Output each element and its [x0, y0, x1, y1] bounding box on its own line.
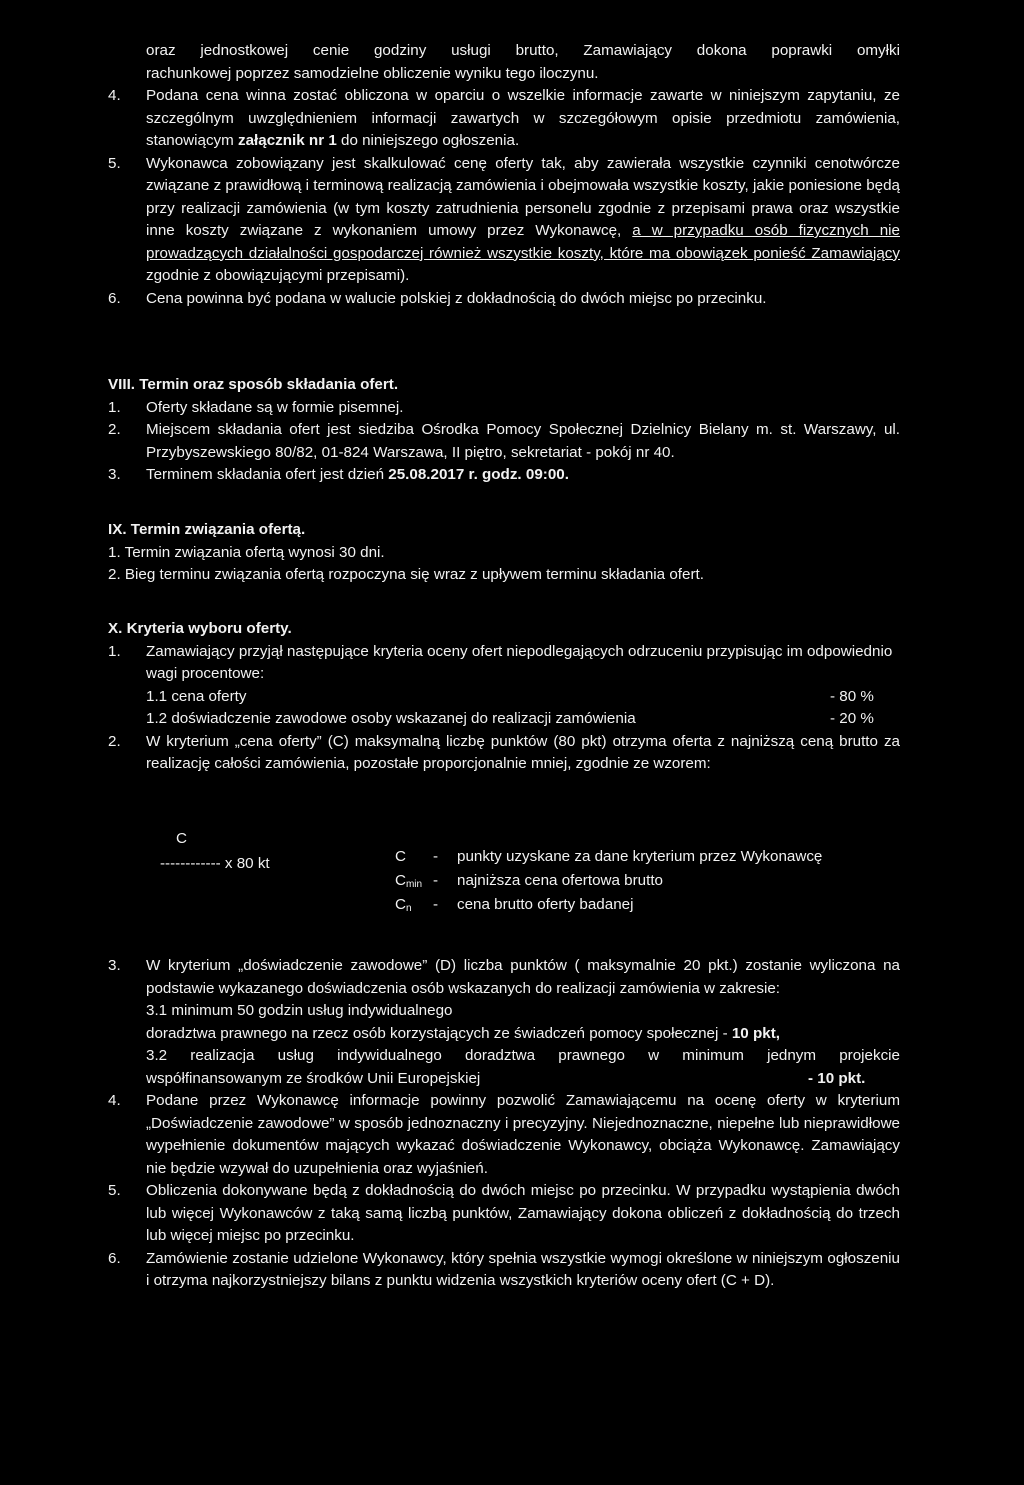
legend-symbol: [395, 870, 433, 894]
text-run: zgodnie z obowiązującymi przepisami).: [146, 267, 410, 284]
list-number: 5.: [108, 1182, 121, 1199]
criterion-weight: - 20 %: [830, 710, 874, 727]
list-item: [108, 464, 900, 487]
points-value: 10 pkt,: [731, 1024, 780, 1042]
text-run: współfinansowanym ze środków Unii Europejskiej: [146, 1069, 481, 1087]
formula-legend: [395, 846, 822, 918]
list-item: [108, 1180, 900, 1248]
text-run: Podana cena winna zostać obliczona w oparciu o wszelkie informacje zawarte w niniejszym zapytaniu, ze szczególnym uwzględnieniem informacji zawartych w szczegółowym opisie przedmiotu zamówienia, stanowiącym: [146, 87, 900, 149]
list-number: 6.: [108, 289, 121, 307]
symbol-subscript: n: [405, 903, 412, 914]
underlined-text: a w przypadku osób fizycznych nie prowadzących działalności gospodarczej również wszystkie koszty, które ma obowiązek ponieść Zamawiający: [146, 222, 900, 262]
deadline-date: 25.08.2017 r. godz. 09:00.: [388, 466, 569, 483]
formula-fraction: [160, 828, 310, 875]
section-heading: IX. Termin związania ofertą.: [108, 521, 306, 538]
text-line: rachunkowej poprzez samodzielne obliczenie wyniku tego iloczynu.: [146, 64, 599, 82]
list-number: 1.: [108, 642, 121, 660]
list-item: [108, 419, 900, 464]
bold-text: załącznik nr 1: [238, 132, 337, 149]
list-text: [146, 85, 900, 153]
list-text: Zamawiający przyjął następujące kryteria oceny ofert niepodlegających odrzuceniu przypisując im odpowiednio wagi procentowe:: [146, 642, 893, 682]
list-number: 3.: [108, 466, 121, 483]
criterion-label: 1.1 cena oferty: [146, 687, 247, 705]
list-item: [108, 397, 900, 420]
price-formula: [160, 828, 900, 918]
list-item-4: [108, 85, 900, 153]
list-text: Obliczenia dokonywane będą z dokładnością do dwóch miejsc po przecinku. W przypadku wystąpienia dwóch lub więcej Wykonawców z taką samą liczbą punktów, Zamawiający dokona obliczeń z dokładnością do trzech lub więcej miejsc po przecinku.: [146, 1182, 900, 1244]
criterion-label: 1.2 doświadczenie zawodowe osoby wskazanej do realizacji zamówienia: [146, 710, 636, 727]
symbol-letter: C: [395, 872, 406, 889]
section-x: [108, 618, 900, 776]
section-heading: X. Kryteria wyboru oferty.: [108, 620, 292, 637]
symbol-subscript: min: [405, 879, 423, 890]
legend-dash: -: [433, 872, 439, 889]
list-item: 1. Termin związania ofertą wynosi 30 dni.: [108, 543, 385, 561]
list-number: 4.: [108, 87, 121, 104]
text-line: 3.1 minimum 50 godzin usług indywidualnego: [146, 1002, 453, 1019]
legend-symbol: C: [395, 848, 406, 865]
list-text: [146, 153, 900, 288]
legend-row: [395, 846, 822, 870]
list-item-6: [108, 288, 900, 311]
list-number: 2.: [108, 732, 121, 750]
list-text: Podane przez Wykonawcę informacje powinny pozwolić Zamawiającemu na ocenę oferty w kryterium „Doświadczenie zawodowe” w sposób jednoznaczny i precyzyjny. Niejednoznaczne, niepełne lub nieprawidłowe wypełnienie dokumentów mających wykazać doświadczenie Wykonawcy, obciąża Wykonawcę. Zamawiający nie będzie wzywał do uzupełnienia oraz wyjaśnień.: [146, 1092, 900, 1177]
list-text: [146, 464, 900, 487]
list-item: [108, 955, 900, 1000]
sub-criterion-3-2: [146, 1045, 900, 1090]
list-item: [108, 641, 900, 686]
text-line: 3.2 realizacja usług indywidualnego doradztwa prawnego w minimum jednym projekcie: [146, 1047, 900, 1064]
text-run: do niniejszego ogłoszenia.: [336, 132, 520, 149]
list-text: W kryterium „doświadczenie zawodowe” (D) liczba punktów ( maksymalnie 20 pkt.) zostanie wyliczona na podstawie wykazanego doświadczenia osób wskazanych do realizacji zamówienia w zakresie:: [146, 957, 900, 997]
legend-text: najniższa cena ofertowa brutto: [457, 872, 663, 889]
legend-symbol: [395, 894, 433, 918]
list-text: Miejscem składania ofert jest siedziba Ośrodka Pomocy Społecznej Dzielnicy Bielany m. st. Warszawy, ul. Przybyszewskiego 80/82, 01-824 Warszawa, II piętro, sekretariat - pokój nr 40.: [146, 421, 900, 461]
text-run: doradztwa prawnego na rzecz osób korzystających ze świadczeń pomocy społecznej -: [146, 1024, 732, 1042]
list-number: 2.: [108, 421, 121, 438]
list-text: Zamówienie zostanie udzielone Wykonawcy, który spełnia wszystkie wymogi określone w niniejszym ogłoszeniu i otrzyma najkorzystniejszy bilans z punktu widzenia wszystkich kryteriów oceny ofert (C + D).: [146, 1249, 900, 1289]
criterion-row: [108, 686, 900, 709]
legend-row: [395, 870, 822, 894]
criterion-weight: - 80 %: [830, 687, 874, 705]
text-line: oraz jednostkowej cenie godziny usługi brutto, Zamawiający dokona poprawki omyłki: [146, 42, 900, 59]
list-number: 6.: [108, 1249, 121, 1267]
section-x-continued: [108, 955, 900, 1293]
section-viii: [108, 374, 900, 487]
list-item-5: [108, 153, 900, 288]
list-item: 2. Bieg terminu związania ofertą rozpoczyna się wraz z upływem terminu składania ofert.: [108, 566, 704, 583]
legend-text: punkty uzyskane za dane kryterium przez Wykonawcę: [457, 848, 823, 865]
list-number: 4.: [108, 1092, 121, 1109]
list-text: Oferty składane są w formie pisemnej.: [146, 398, 404, 416]
section-heading: VIII. Termin oraz sposób składania ofert.: [108, 376, 399, 393]
list-number: 1.: [108, 398, 121, 416]
section-ix: [108, 519, 900, 587]
list-text: W kryterium „cena oferty” (C) maksymalną liczbę punktów (80 pkt) otrzyma oferta z najniższą ceną brutto za realizację całości zamówienia, pozostałe proporcjonalnie mniej, zgodnie ze wzorem:: [146, 732, 900, 772]
formula-numerator: C: [176, 830, 187, 847]
formula-line: ------------ x 80 kt: [160, 854, 270, 872]
symbol-letter: C: [395, 896, 406, 913]
paragraph-continuation: [146, 40, 900, 85]
list-item: [108, 1090, 900, 1180]
list-number: 5.: [108, 154, 121, 172]
list-item: [108, 1248, 900, 1293]
section-price-calculation: [108, 40, 900, 310]
legend-dash: -: [433, 848, 439, 865]
legend-dash: -: [433, 896, 439, 913]
legend-text: cena brutto oferty badanej: [457, 896, 634, 913]
sub-criterion-3-1: [146, 1000, 900, 1045]
list-number: 3.: [108, 957, 121, 974]
list-item: [108, 731, 900, 776]
list-text: Cena powinna być podana w walucie polskiej z dokładnością do dwóch miejsc po przecinku.: [146, 289, 767, 307]
criterion-row: [108, 708, 900, 731]
text-run: Wykonawca zobowiązany jest skalkulować cenę oferty tak, aby zawierała wszystkie czynniki cenotwórcze związane z prawidłową i terminową realizacją zamówienia i obejmowała wszystkie koszty, jakie poniesione będą przy realizacji zamówienia (w tym koszty zatrudnienia personelu zgodnie z przepisami prawa oraz wszystkie inne koszty związane z wykonaniem umowy przez Wykonawcę,: [146, 154, 900, 239]
points-value: - 10 pkt.: [808, 1069, 866, 1087]
legend-row: [395, 894, 822, 918]
text-run: Terminem składania ofert jest dzień: [146, 466, 389, 483]
